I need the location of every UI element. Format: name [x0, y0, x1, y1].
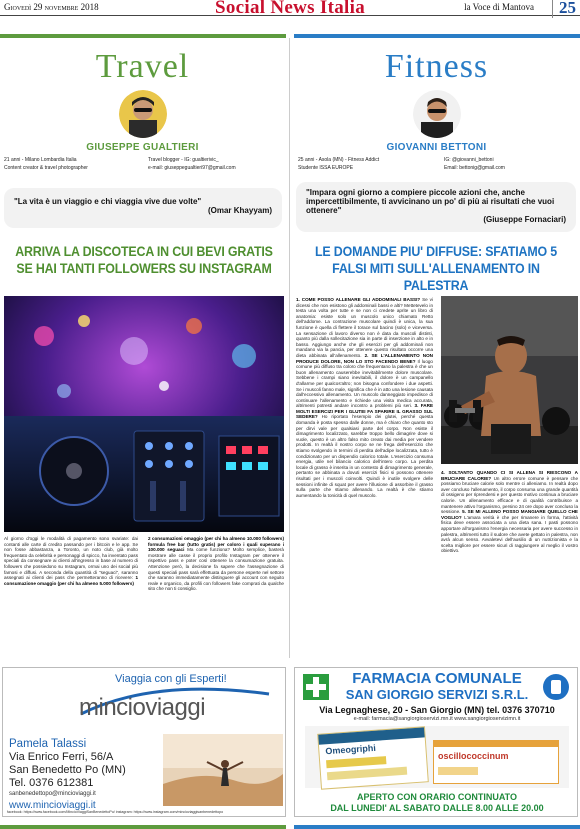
mincio-social-links[interactable]: facebook: https://www.facebook.com/MincioViaggiSanBenedettoPo/ instagram: https://www.instagram.com/mincioviaggisanbenedettopo — [7, 810, 224, 814]
fitness-quote: "Impara ogni giorno a compiere piccole azioni che, anche impercettibilmente, ti avvicinano un po' di più ai risultati che vuoi ottenere" (Giuseppe Fornaciari) — [296, 182, 576, 232]
fitness-text-col2: 4. SOLTANTO QUANDO CI SI ALLENA SI RIESCONO A BRUCIARE CALORIE? Un altro errore comune è pensare che possiamo bruciare calorie solo mentre ci alleniamo. In realtà dopo aver concluso l'allenamento, il corpo consuma una grande quantità di ossigeno per riprendersi e per questo motivo continua a bruciare calorie. Un allenamento efficace e di qualità contribuisce a mantenere attivo l'organismo, persino 24 ore dopo aver concluso la sessione. 5. SE MI ALLENO POSSO MANGIARE QUELLO CHE VOGLIO? L'amara verità è che per rimanere in forma, l'attività fisica deve essere associata a una dieta sana. I pasti possono apportare all'organismo l'energia necessaria per avere successo in palestra, altrimenti tutto il sudore che avete gettato in palestra, non avrà alcun senso. Avvaletevi dell'ausilio di un nutrizionista e la scelta migliore per essere sicuri di raggiungere al meglio il vostro obiettivo. — [441, 470, 579, 554]
section-title: Social News Italia — [214, 0, 365, 18]
farmacia-contacts[interactable]: e-mail: farmacia@sangiorgioservizi.mn.it www.sangiorgioservizimn.it — [353, 716, 521, 722]
opening-hours-line2: DAL LUNEDI' AL SABATO DALLE 8.00 ALLE 20.00 — [330, 803, 544, 813]
issue-date: Giovedì 29 novembre 2018 — [4, 2, 99, 12]
fitness-text-col1: 1. COME POSSO ALLENARE GLI ADDOMINALI BASSI? Se vi dicessi che non esistono gli addominali bassi e alti? Mettetevelo in testa una volta per tutte e se non ci credete aprite un libro di anatomia: esiste solo un muscolo unico chiamato Retto dell'addome. La contrazione muscolare quindi è unica, la sua funzione è quella di flettere il torace sul bacino (solo) e viceversa. La sensazione di lavoro diverso non è data da muscoli distinti, quanto più dalla sollecitazione sia in parte di inserzione in alto e in basso. Aggiungo anche che gli esercizi per gli addominali non mandano via la pancia, per ottenere questo risultato occorre una dieta abbinata all'allenamento. 2. SE L'ALLENAMENTO NON PRODUCE DOLORE, NON LO STO FACENDO BENE? Il luogo comune più diffuso tra coloro che frequentano la palestra è che un buon allenamento causerebbe inevitabilmente dolore muscolare. Sebbene i crampi siano inevitabili, il dolore è un campanello d'allarme per qualcos'altro; non bisogna confondere i due aspetti. Se i muscoli fanno male, significa che è in atto una lesione causata dall'eccessivo allenamento. Un muscolo danneggiato impedisce di continuare l'allenamento e richiede una visita medica accurata, altrimenti potresti andare incontro a problemi più seri. 3. FARE MOLTI ESERCIZI PER I GLUTEI FA SPARIRE IL GRASSO SUL SEDERE? Ho riportato l'esempio dei glutei, perché questa domanda è posta spesso dalle donne, ma è chiaro che quanto sto per dirvi vale per qualsiasi parte del corpo. Non esiste il dimagrimento localizzato, sarebbe troppo bello dimagrire dove si vuole, questo è un altro falso mito creato dai media per vendere prodotti. In realtà il nostro corpo se ne frega dell'esercizio che stiamo svolgendo in termini di perdita dell'adipe localizzata, tutto è condizionato per un dispendio calorico totale. L'esercizio consuma energia, utile nel bilancio calorico dell'intero corpo. La perdita locale di grasso è inserita in un contesto di dimagrimento generale, pertanto se abbinata a dovuti esercizi fisici si possono ottenere risultati per i muscoli coinvolti. Quindi è inutile svolgere delle sessioni infinite di squat per avere l'illusione di assorbire il grasso sulla parte che stiamo allenando. La realtà è che stiamo aumentando la tonicità di quel muscolo. — [296, 297, 434, 498]
fitness-author-name: GIOVANNI BETTONI — [386, 142, 487, 153]
masthead — [0, 0, 580, 16]
fitness-band — [294, 34, 580, 38]
mincio-email[interactable]: sanbenedettopo@mincioviaggi.it — [9, 791, 96, 797]
mincio-site-link[interactable]: www.mincioviaggi.it — [9, 800, 96, 811]
farmacia-subtitle: SAN GIORGIO SERVIZI S.R.L. — [345, 687, 529, 702]
contact-name: Pamela Talassi — [9, 738, 87, 750]
travel-text-col1: Al giorno d'oggi le modalità di pagamento sono svariate: dai contanti alle carte di credito passando per i bitcoin e le app. Se non fosse abbastanza, a Toronto, un noto club, già molto frequentato da celebrità e personaggi di spicco, ha inventato pass speciali da consegnare ai clienti all'ingresso in base al numero di followers che possiedono su Instagram, ormai uno dei social più famosi e diffusi. A seconda della quantità di "seguaci", saranno assegnati ai clienti dei pass che permetteranno di ricevere: 1 consumazione omaggio (per chi ha almeno 5.000 followers) — [4, 536, 138, 586]
travel-text-col2: 2 consumazioni omaggio (per chi ha almeno 10.000 followers) formula free bar (tutto gratis) per coloro i quali superano i 100.000 seguaci Ma come funziona? Molto semplice, basterà mostrare alle casse il proprio profilo Instagram per ottenere il rispettivo pass e poter così ottenere la consumazione gratuita. Attenzione però, la decisione fa sapere che l'assegnazione di questi speciali pass sarà effettuata da persone esperte nel settore che saranno immediatamente distinguere gli account con seguito reale e organico, da profili con followers fake comprati da qualche sito che non ti consiglio. — [148, 536, 284, 592]
gym-dumbbell-photo — [441, 296, 578, 464]
mincio-contacts: Pamela Talassi Via Enrico Ferri, 56/A San Benedetto Po (MN) Tel. 0376 612381 sanbenedettopo@mincioviaggi.it www.mincioviaggi.it — [9, 738, 126, 811]
product-box-omeogriphi: Omeogriphi — [317, 726, 429, 789]
newspaper-name: la Voce di Mantova — [464, 2, 534, 12]
fitness-author-avatar — [413, 90, 461, 138]
farmacia-ad — [294, 667, 578, 817]
travel-band — [0, 34, 286, 38]
travel-rubric: Travel — [95, 48, 190, 85]
mincio-brand: mincioviaggi — [79, 694, 206, 721]
column-divider — [289, 38, 290, 658]
product-box-oscillococcinum: oscillococcinum — [433, 740, 559, 784]
mincio-viaggi-ad — [2, 667, 286, 817]
travel-author-bio-left: 21 anni - Milano Lombardia Italia Content creator & travel photographer — [4, 157, 88, 171]
fitness-headline: LE DOMANDE PIU' DIFFUSE: SFATIAMO 5 FALSI MITI SULL'ALLENAMENTO IN PALESTRA — [315, 244, 557, 293]
farmacia-address: Via Legnaghese, 20 - San Giorgio (MN) tel. 0376 370710 — [319, 705, 555, 715]
travel-quote: "La vita è un viaggio e chi viaggia vive due volte" (Omar Khayyam) — [4, 188, 282, 228]
travel-author-name: GIUSEPPE GUALTIERI — [86, 142, 199, 153]
page-number: 25 — [552, 0, 576, 18]
travel-author-avatar — [119, 90, 167, 138]
desert-traveler-photo — [163, 734, 283, 806]
ad-slogan: Viaggia con gli Esperti! — [115, 673, 227, 685]
travel-bottom-band — [0, 825, 286, 829]
products-photo — [305, 726, 569, 788]
travel-headline: ARRIVA LA DISCOTECA IN CUI BEVI GRATIS SE HAI TANTI FOLLOWERS SU INSTAGRAM — [15, 244, 273, 276]
fitness-author-bio-right: IG: @giovanni_bettoni Email: bettonig@gmail.com — [444, 157, 505, 171]
fitness-author-bio-left: 25 anni - Asola (MN) - Fitness Addict Studente ISSA EUROPE — [298, 157, 380, 171]
farmacia-title: FARMACIA COMUNALE — [352, 670, 522, 687]
travel-author-bio-right: Travel blogger - IG: gualtierivic_ e-mail: giuseppegualtieri97@gmail.com — [148, 157, 236, 171]
fitness-bottom-band — [294, 825, 580, 829]
disco-dj-photo — [4, 296, 284, 532]
fitness-rubric: Fitness — [384, 48, 489, 85]
opening-hours-line1: APERTO CON ORARIO CONTINUATO — [356, 792, 517, 802]
